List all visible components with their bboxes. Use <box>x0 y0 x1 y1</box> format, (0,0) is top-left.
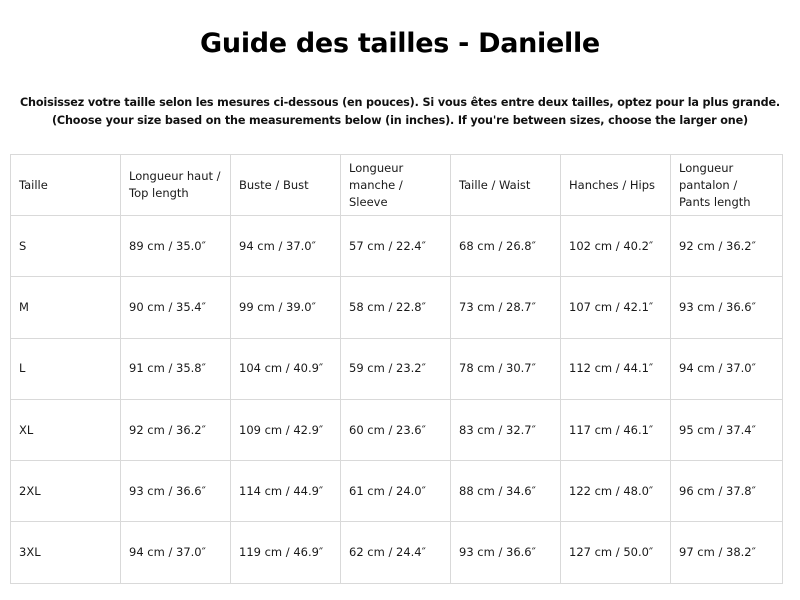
header-size <box>11 155 121 216</box>
size-label-cell: M <box>11 277 121 338</box>
measurement-cell: 127 cm / 50.0″ <box>561 522 671 583</box>
measurement-cell: 95 cm / 37.4″ <box>671 399 783 460</box>
table-row <box>11 522 783 583</box>
measurement-cell: 83 cm / 32.7″ <box>451 399 561 460</box>
measurement-cell: 112 cm / 44.1″ <box>561 338 671 399</box>
header-label-line: Longueur <box>349 160 404 175</box>
table-row <box>11 461 783 522</box>
instructions-english: (Choose your size based on the measurements below (in inches). If you're between sizes, choose the larger one) <box>51 114 749 127</box>
measurement-cell: 90 cm / 35.4″ <box>121 277 231 338</box>
header-hips <box>561 155 671 216</box>
size-label-cell: 3XL <box>11 522 121 583</box>
table-row <box>11 399 783 460</box>
measurement-cell: 93 cm / 36.6″ <box>121 461 231 522</box>
header-bust <box>231 155 341 216</box>
measurement-cell: 92 cm / 36.2″ <box>671 216 783 277</box>
measurement-cell: 60 cm / 23.6″ <box>341 399 451 460</box>
instructions-french: Choisissez votre taille selon les mesures ci-dessous (en pouces). Si vous êtes entre deux tailles, optez pour la plus grande. <box>19 96 781 109</box>
table-body <box>11 216 783 584</box>
table-header <box>11 155 783 216</box>
measurement-cell: 59 cm / 23.2″ <box>341 338 451 399</box>
measurement-cell: 94 cm / 37.0″ <box>671 338 783 399</box>
header-label-line: manche / <box>349 177 403 192</box>
measurement-cell: 91 cm / 35.8″ <box>121 338 231 399</box>
measurement-cell: 92 cm / 36.2″ <box>121 399 231 460</box>
measurement-cell: 119 cm / 46.9″ <box>231 522 341 583</box>
measurement-cell: 117 cm / 46.1″ <box>561 399 671 460</box>
measurement-cell: 102 cm / 40.2″ <box>561 216 671 277</box>
measurement-cell: 62 cm / 24.4″ <box>341 522 451 583</box>
header-label-line: Top length <box>129 186 189 200</box>
header-sleeve-length <box>341 155 451 216</box>
table-row <box>11 277 783 338</box>
header-label-line: Longueur haut / <box>129 169 221 183</box>
measurement-cell: 107 cm / 42.1″ <box>561 277 671 338</box>
measurement-cell: 94 cm / 37.0″ <box>121 522 231 583</box>
measurement-cell: 61 cm / 24.0″ <box>341 461 451 522</box>
header-label-line: Pants length <box>679 194 751 209</box>
table-row <box>11 338 783 399</box>
measurement-cell: 109 cm / 42.9″ <box>231 399 341 460</box>
header-pants-length <box>671 155 783 216</box>
measurement-cell: 96 cm / 37.8″ <box>671 461 783 522</box>
header-label-line: Taille / Waist <box>459 177 531 192</box>
size-label-cell: XL <box>11 399 121 460</box>
measurement-cell: 88 cm / 34.6″ <box>451 461 561 522</box>
measurement-cell: 58 cm / 22.8″ <box>341 277 451 338</box>
size-chart-table <box>10 154 783 584</box>
measurement-cell: 78 cm / 30.7″ <box>451 338 561 399</box>
measurement-cell: 73 cm / 28.7″ <box>451 277 561 338</box>
header-label-line: pantalon / <box>679 177 738 192</box>
header-label-line: Taille <box>19 177 48 192</box>
header-waist <box>451 155 561 216</box>
header-top-length <box>121 155 231 216</box>
measurement-cell: 99 cm / 39.0″ <box>231 277 341 338</box>
size-label-cell: L <box>11 338 121 399</box>
header-row <box>11 155 783 216</box>
measurement-cell: 114 cm / 44.9″ <box>231 461 341 522</box>
measurement-cell: 68 cm / 26.8″ <box>451 216 561 277</box>
table-row <box>11 216 783 277</box>
header-label-line: Longueur <box>679 160 734 175</box>
size-label-cell: S <box>11 216 121 277</box>
measurement-cell: 97 cm / 38.2″ <box>671 522 783 583</box>
measurement-cell: 93 cm / 36.6″ <box>451 522 561 583</box>
measurement-cell: 94 cm / 37.0″ <box>231 216 341 277</box>
header-label-line: Sleeve <box>349 194 388 209</box>
page-title: Guide des tailles - Danielle <box>200 28 600 59</box>
header-label-line: Buste / Bust <box>239 177 309 192</box>
size-label-cell: 2XL <box>11 461 121 522</box>
measurement-cell: 57 cm / 22.4″ <box>341 216 451 277</box>
measurement-cell: 122 cm / 48.0″ <box>561 461 671 522</box>
header-label-line: Hanches / Hips <box>569 177 655 192</box>
measurement-cell: 93 cm / 36.6″ <box>671 277 783 338</box>
measurement-cell: 104 cm / 40.9″ <box>231 338 341 399</box>
measurement-cell: 89 cm / 35.0″ <box>121 216 231 277</box>
